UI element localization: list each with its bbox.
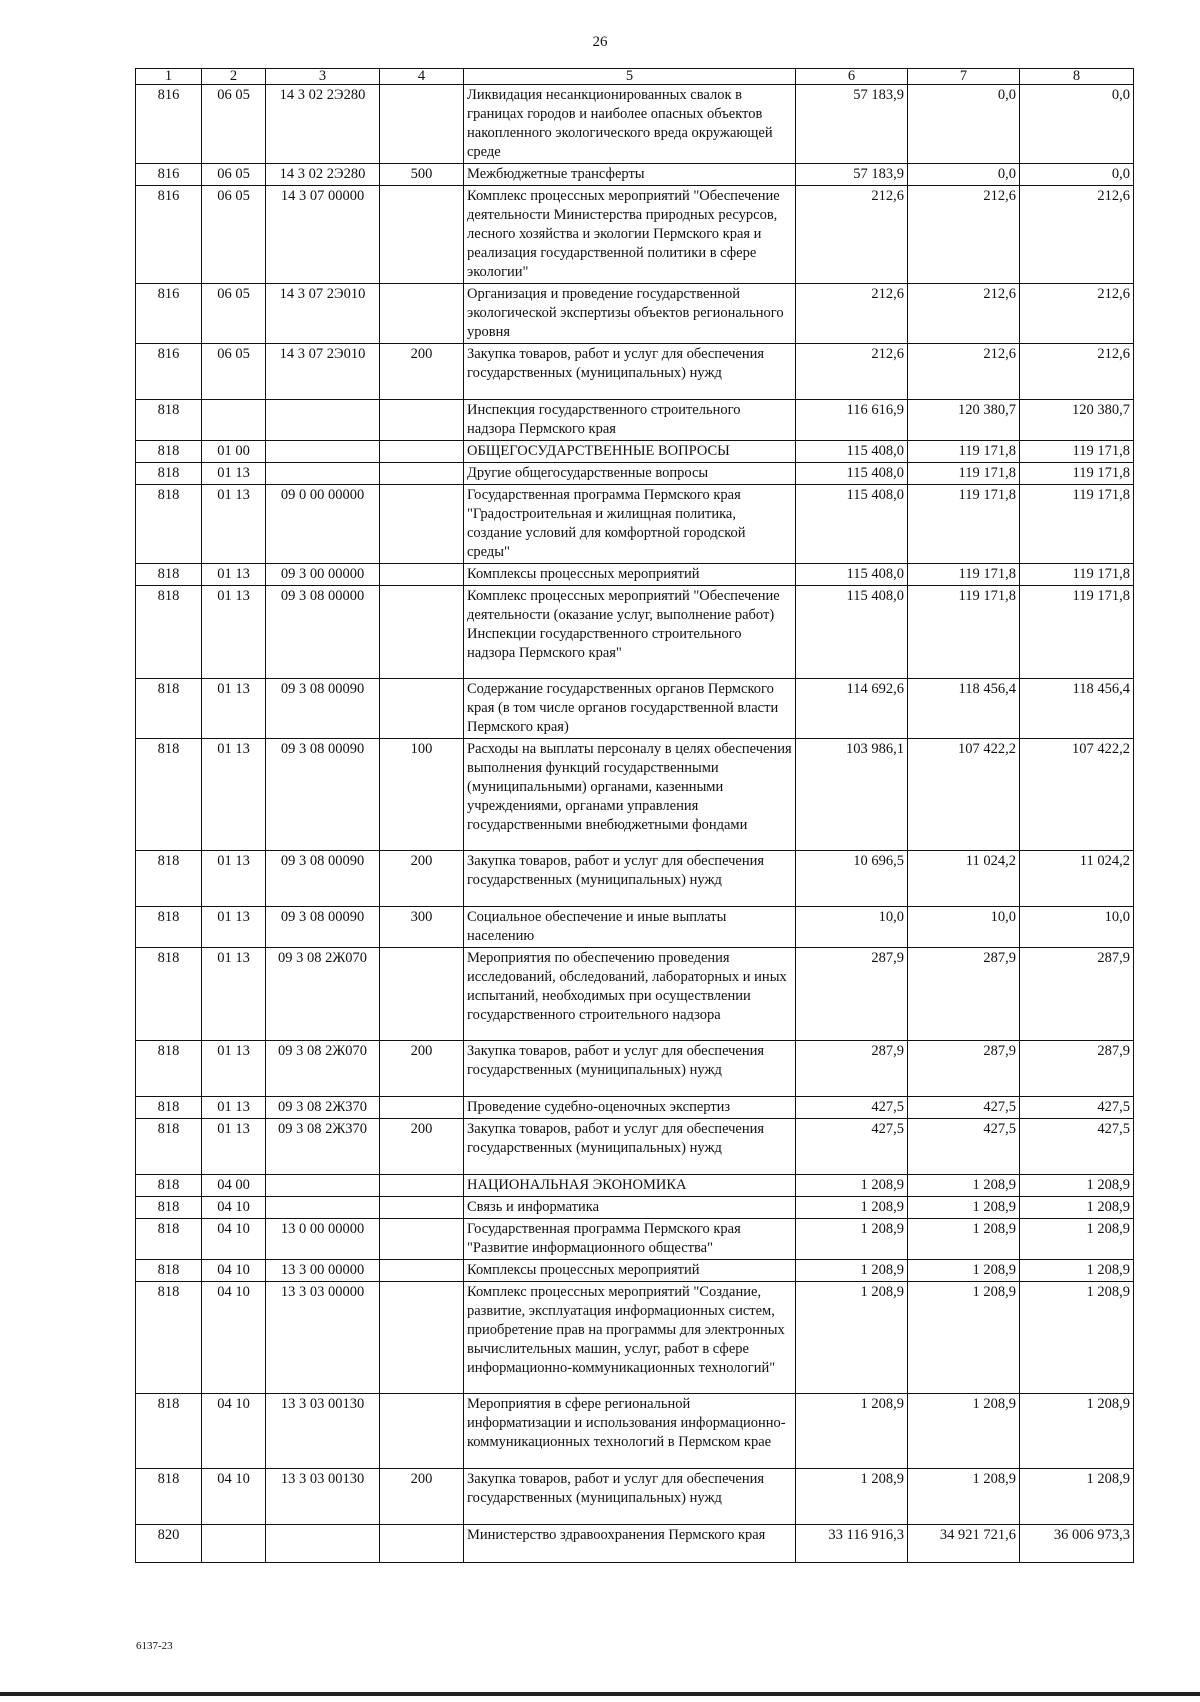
cell-amount-2026: 118 456,4 (1020, 679, 1134, 739)
cell-amount-2024: 1 208,9 (796, 1175, 908, 1197)
cell-admin-code: 818 (136, 1260, 202, 1282)
cell-amount-2024: 116 616,9 (796, 400, 908, 441)
cell-amount-2024: 212,6 (796, 344, 908, 400)
cell-amount-2024: 1 208,9 (796, 1197, 908, 1219)
cell-section-code: 04 10 (202, 1219, 266, 1260)
table-row (136, 400, 1134, 441)
cell-amount-2025: 287,9 (908, 948, 1020, 1041)
table-row (136, 679, 1134, 739)
cell-expense-type (380, 1219, 464, 1260)
cell-target-code: 09 3 08 00090 (266, 739, 380, 851)
cell-item-name: Мероприятия по обеспечению проведения исследований, обследований, лабораторных и иных испытаний, необходимых при осуществлении государственного строительного надзора (464, 948, 796, 1041)
cell-item-name: Закупка товаров, работ и услуг для обеспечения государственных (муниципальных) нужд (464, 851, 796, 907)
cell-amount-2025: 212,6 (908, 284, 1020, 344)
cell-amount-2025: 1 208,9 (908, 1282, 1020, 1394)
header-col-5: 5 (464, 69, 796, 85)
cell-section-code (202, 1525, 266, 1563)
cell-amount-2024: 287,9 (796, 948, 908, 1041)
header-row (136, 69, 1134, 85)
cell-item-name: Закупка товаров, работ и услуг для обеспечения государственных (муниципальных) нужд (464, 1469, 796, 1525)
cell-admin-code: 818 (136, 586, 202, 679)
table-row (136, 284, 1134, 344)
cell-admin-code: 818 (136, 948, 202, 1041)
cell-amount-2024: 115 408,0 (796, 485, 908, 564)
cell-amount-2025: 1 208,9 (908, 1197, 1020, 1219)
cell-amount-2026: 119 171,8 (1020, 586, 1134, 679)
cell-section-code: 01 13 (202, 679, 266, 739)
header-col-4: 4 (380, 69, 464, 85)
cell-amount-2026: 1 208,9 (1020, 1469, 1134, 1525)
cell-amount-2025: 212,6 (908, 186, 1020, 284)
cell-admin-code: 816 (136, 344, 202, 400)
cell-expense-type (380, 441, 464, 463)
cell-item-name: Инспекция государственного строительного надзора Пермского края (464, 400, 796, 441)
cell-admin-code: 818 (136, 679, 202, 739)
cell-item-name: Комплекс процессных мероприятий "Обеспечение деятельности (оказание услуг, выполнение работ) Инспекции государственного строительного надзора Пермского края" (464, 586, 796, 679)
table-body (136, 85, 1134, 1563)
cell-admin-code: 818 (136, 1175, 202, 1197)
cell-expense-type (380, 1394, 464, 1469)
cell-amount-2025: 287,9 (908, 1041, 1020, 1097)
cell-amount-2025: 11 024,2 (908, 851, 1020, 907)
cell-target-code: 14 3 07 00000 (266, 186, 380, 284)
cell-target-code: 13 0 00 00000 (266, 1219, 380, 1260)
cell-amount-2026: 0,0 (1020, 85, 1134, 164)
cell-amount-2026: 287,9 (1020, 1041, 1134, 1097)
cell-admin-code: 818 (136, 463, 202, 485)
cell-target-code (266, 441, 380, 463)
cell-target-code: 09 3 08 00090 (266, 851, 380, 907)
cell-section-code: 01 13 (202, 586, 266, 679)
cell-target-code (266, 463, 380, 485)
table-row (136, 739, 1134, 851)
cell-amount-2024: 115 408,0 (796, 441, 908, 463)
cell-amount-2025: 10,0 (908, 907, 1020, 948)
cell-target-code (266, 1525, 380, 1563)
cell-amount-2024: 1 208,9 (796, 1394, 908, 1469)
cell-admin-code: 818 (136, 1219, 202, 1260)
table-row (136, 1097, 1134, 1119)
cell-amount-2024: 115 408,0 (796, 586, 908, 679)
cell-item-name: Комплексы процессных мероприятий (464, 564, 796, 586)
table-row (136, 1525, 1134, 1563)
table-row (136, 1260, 1134, 1282)
document-code: 6137-23 (136, 1640, 173, 1652)
cell-expense-type: 200 (380, 344, 464, 400)
cell-admin-code: 818 (136, 441, 202, 463)
cell-amount-2026: 119 171,8 (1020, 564, 1134, 586)
table-row (136, 1119, 1134, 1175)
cell-amount-2026: 212,6 (1020, 186, 1134, 284)
cell-amount-2026: 427,5 (1020, 1119, 1134, 1175)
cell-item-name: Комплексы процессных мероприятий (464, 1260, 796, 1282)
cell-item-name: Связь и информатика (464, 1197, 796, 1219)
cell-section-code: 04 10 (202, 1197, 266, 1219)
cell-expense-type (380, 1282, 464, 1394)
cell-expense-type (380, 485, 464, 564)
cell-target-code: 13 3 00 00000 (266, 1260, 380, 1282)
table-row (136, 564, 1134, 586)
table-row (136, 1469, 1134, 1525)
cell-item-name: Ликвидация несанкционированных свалок в границах городов и наиболее опасных объектов накопленного экологического вреда окружающей среде (464, 85, 796, 164)
cell-amount-2025: 120 380,7 (908, 400, 1020, 441)
cell-section-code: 06 05 (202, 186, 266, 284)
cell-item-name: Содержание государственных органов Пермского края (в том числе органов государственной власти Пермского края) (464, 679, 796, 739)
cell-amount-2024: 115 408,0 (796, 564, 908, 586)
cell-amount-2025: 119 171,8 (908, 564, 1020, 586)
table-row (136, 948, 1134, 1041)
cell-expense-type: 300 (380, 907, 464, 948)
cell-amount-2026: 1 208,9 (1020, 1197, 1134, 1219)
cell-amount-2026: 212,6 (1020, 344, 1134, 400)
cell-item-name: Другие общегосударственные вопросы (464, 463, 796, 485)
cell-target-code: 13 3 03 00000 (266, 1282, 380, 1394)
cell-amount-2025: 1 208,9 (908, 1219, 1020, 1260)
cell-amount-2024: 33 116 916,3 (796, 1525, 908, 1563)
header-col-1: 1 (136, 69, 202, 85)
cell-target-code: 09 0 00 00000 (266, 485, 380, 564)
cell-admin-code: 818 (136, 485, 202, 564)
cell-amount-2025: 1 208,9 (908, 1394, 1020, 1469)
cell-expense-type (380, 284, 464, 344)
cell-amount-2024: 57 183,9 (796, 85, 908, 164)
cell-amount-2024: 212,6 (796, 284, 908, 344)
cell-admin-code: 818 (136, 1197, 202, 1219)
cell-section-code: 01 13 (202, 485, 266, 564)
cell-item-name: Закупка товаров, работ и услуг для обеспечения государственных (муниципальных) нужд (464, 344, 796, 400)
cell-expense-type (380, 463, 464, 485)
table-row (136, 907, 1134, 948)
table-row (136, 1041, 1134, 1097)
cell-amount-2026: 1 208,9 (1020, 1219, 1134, 1260)
cell-amount-2025: 107 422,2 (908, 739, 1020, 851)
cell-target-code (266, 1197, 380, 1219)
cell-amount-2024: 427,5 (796, 1097, 908, 1119)
cell-amount-2024: 1 208,9 (796, 1219, 908, 1260)
cell-amount-2026: 1 208,9 (1020, 1175, 1134, 1197)
cell-amount-2025: 212,6 (908, 344, 1020, 400)
cell-amount-2025: 119 171,8 (908, 441, 1020, 463)
cell-amount-2024: 103 986,1 (796, 739, 908, 851)
cell-target-code: 13 3 03 00130 (266, 1469, 380, 1525)
cell-target-code: 14 3 02 2Э280 (266, 85, 380, 164)
cell-section-code: 04 10 (202, 1469, 266, 1525)
cell-admin-code: 818 (136, 400, 202, 441)
cell-item-name: Комплекс процессных мероприятий "Обеспечение деятельности Министерства природных ресурсов, лесного хозяйства и экологии Пермского края и реализация государственной политики в сфере экологии" (464, 186, 796, 284)
cell-expense-type: 200 (380, 1469, 464, 1525)
page-number: 26 (592, 34, 608, 50)
cell-amount-2024: 1 208,9 (796, 1282, 908, 1394)
cell-amount-2024: 10,0 (796, 907, 908, 948)
cell-expense-type (380, 1260, 464, 1282)
table-row (136, 164, 1134, 186)
cell-section-code: 04 10 (202, 1260, 266, 1282)
cell-amount-2025: 118 456,4 (908, 679, 1020, 739)
cell-item-name: Закупка товаров, работ и услуг для обеспечения государственных (муниципальных) нужд (464, 1119, 796, 1175)
header-col-8: 8 (1020, 69, 1134, 85)
cell-item-name: Комплекс процессных мероприятий "Создание, развитие, эксплуатация информационных систем, приобретение прав на программы для электронных вычислительных машин, услуг, работ в сфере информационно-коммуникационных технологий" (464, 1282, 796, 1394)
cell-expense-type (380, 679, 464, 739)
table-row (136, 85, 1134, 164)
cell-amount-2025: 119 171,8 (908, 485, 1020, 564)
cell-expense-type: 200 (380, 1119, 464, 1175)
cell-admin-code: 816 (136, 186, 202, 284)
cell-amount-2026: 427,5 (1020, 1097, 1134, 1119)
cell-amount-2025: 1 208,9 (908, 1469, 1020, 1525)
cell-target-code: 14 3 02 2Э280 (266, 164, 380, 186)
cell-section-code: 06 05 (202, 164, 266, 186)
cell-expense-type (380, 1175, 464, 1197)
cell-expense-type: 500 (380, 164, 464, 186)
cell-section-code: 01 13 (202, 564, 266, 586)
cell-expense-type (380, 1525, 464, 1563)
cell-amount-2026: 1 208,9 (1020, 1282, 1134, 1394)
cell-target-code: 13 3 03 00130 (266, 1394, 380, 1469)
cell-amount-2024: 57 183,9 (796, 164, 908, 186)
cell-expense-type (380, 1097, 464, 1119)
cell-item-name: Министерство здравоохранения Пермского края (464, 1525, 796, 1563)
cell-amount-2025: 1 208,9 (908, 1260, 1020, 1282)
table-row (136, 1219, 1134, 1260)
cell-amount-2026: 119 171,8 (1020, 441, 1134, 463)
cell-amount-2025: 0,0 (908, 164, 1020, 186)
cell-admin-code: 818 (136, 1394, 202, 1469)
header-col-6: 6 (796, 69, 908, 85)
table-row (136, 441, 1134, 463)
cell-section-code: 01 13 (202, 1119, 266, 1175)
cell-admin-code: 818 (136, 564, 202, 586)
cell-expense-type (380, 948, 464, 1041)
cell-item-name: Социальное обеспечение и иные выплаты населению (464, 907, 796, 948)
cell-item-name: Расходы на выплаты персоналу в целях обеспечения выполнения функций государственными (муниципальными) органами, казенными учреждениями, органами управления государственными внебюджетными фондами (464, 739, 796, 851)
cell-target-code (266, 400, 380, 441)
cell-admin-code: 816 (136, 284, 202, 344)
cell-amount-2024: 427,5 (796, 1119, 908, 1175)
cell-amount-2025: 34 921 721,6 (908, 1525, 1020, 1563)
cell-amount-2026: 11 024,2 (1020, 851, 1134, 907)
cell-target-code: 09 3 00 00000 (266, 564, 380, 586)
table-row (136, 851, 1134, 907)
header-col-3: 3 (266, 69, 380, 85)
cell-amount-2024: 114 692,6 (796, 679, 908, 739)
bottom-rule (0, 1692, 1200, 1696)
cell-amount-2026: 120 380,7 (1020, 400, 1134, 441)
cell-amount-2026: 36 006 973,3 (1020, 1525, 1134, 1563)
cell-amount-2024: 1 208,9 (796, 1260, 908, 1282)
cell-amount-2025: 119 171,8 (908, 586, 1020, 679)
table-row (136, 1394, 1134, 1469)
cell-item-name: Проведение судебно-оценочных экспертиз (464, 1097, 796, 1119)
cell-item-name: Организация и проведение государственной экологической экспертизы объектов регионального уровня (464, 284, 796, 344)
cell-section-code: 01 13 (202, 739, 266, 851)
cell-target-code: 09 3 08 00090 (266, 907, 380, 948)
cell-expense-type: 200 (380, 851, 464, 907)
table-row (136, 485, 1134, 564)
header-col-2: 2 (202, 69, 266, 85)
cell-amount-2024: 1 208,9 (796, 1469, 908, 1525)
cell-item-name: ОБЩЕГОСУДАРСТВЕННЫЕ ВОПРОСЫ (464, 441, 796, 463)
cell-section-code: 01 13 (202, 463, 266, 485)
cell-admin-code: 818 (136, 851, 202, 907)
table-row (136, 586, 1134, 679)
cell-section-code: 01 13 (202, 907, 266, 948)
cell-admin-code: 818 (136, 1282, 202, 1394)
cell-expense-type (380, 586, 464, 679)
cell-expense-type: 100 (380, 739, 464, 851)
cell-admin-code: 820 (136, 1525, 202, 1563)
cell-section-code: 01 13 (202, 948, 266, 1041)
cell-admin-code: 818 (136, 1119, 202, 1175)
cell-expense-type (380, 85, 464, 164)
cell-amount-2026: 212,6 (1020, 284, 1134, 344)
cell-target-code: 09 3 08 00090 (266, 679, 380, 739)
cell-amount-2025: 1 208,9 (908, 1175, 1020, 1197)
cell-item-name: Государственная программа Пермского края "Развитие информационного общества" (464, 1219, 796, 1260)
cell-admin-code: 816 (136, 164, 202, 186)
cell-expense-type (380, 564, 464, 586)
cell-amount-2024: 212,6 (796, 186, 908, 284)
budget-table (135, 68, 1134, 1563)
cell-amount-2025: 0,0 (908, 85, 1020, 164)
cell-admin-code: 818 (136, 907, 202, 948)
cell-amount-2026: 10,0 (1020, 907, 1134, 948)
cell-amount-2026: 107 422,2 (1020, 739, 1134, 851)
cell-expense-type (380, 400, 464, 441)
cell-amount-2024: 115 408,0 (796, 463, 908, 485)
cell-target-code (266, 1175, 380, 1197)
cell-admin-code: 816 (136, 85, 202, 164)
cell-section-code: 01 13 (202, 1097, 266, 1119)
cell-section-code: 04 00 (202, 1175, 266, 1197)
cell-target-code: 14 3 07 2Э010 (266, 284, 380, 344)
cell-target-code: 14 3 07 2Э010 (266, 344, 380, 400)
cell-amount-2026: 1 208,9 (1020, 1260, 1134, 1282)
cell-amount-2026: 1 208,9 (1020, 1394, 1134, 1469)
cell-item-name: Мероприятия в сфере региональной информатизации и использования информационно-коммуникационных технологий в Пермском крае (464, 1394, 796, 1469)
cell-item-name: Государственная программа Пермского края "Градостроительная и жилищная политика, создание условий для комфортной городской среды" (464, 485, 796, 564)
cell-admin-code: 818 (136, 1469, 202, 1525)
cell-admin-code: 818 (136, 1097, 202, 1119)
cell-section-code: 01 00 (202, 441, 266, 463)
cell-admin-code: 818 (136, 1041, 202, 1097)
cell-amount-2026: 119 171,8 (1020, 463, 1134, 485)
cell-section-code: 04 10 (202, 1394, 266, 1469)
header-col-7: 7 (908, 69, 1020, 85)
cell-target-code: 09 3 08 2Ж070 (266, 1041, 380, 1097)
cell-amount-2024: 10 696,5 (796, 851, 908, 907)
cell-amount-2026: 287,9 (1020, 948, 1134, 1041)
cell-section-code: 04 10 (202, 1282, 266, 1394)
cell-target-code: 09 3 08 2Ж370 (266, 1119, 380, 1175)
cell-amount-2026: 0,0 (1020, 164, 1134, 186)
cell-amount-2026: 119 171,8 (1020, 485, 1134, 564)
table-row (136, 463, 1134, 485)
table-row (136, 344, 1134, 400)
cell-section-code: 06 05 (202, 85, 266, 164)
cell-amount-2025: 119 171,8 (908, 463, 1020, 485)
cell-section-code: 06 05 (202, 284, 266, 344)
cell-amount-2025: 427,5 (908, 1097, 1020, 1119)
cell-amount-2025: 427,5 (908, 1119, 1020, 1175)
cell-target-code: 09 3 08 2Ж370 (266, 1097, 380, 1119)
cell-expense-type (380, 186, 464, 284)
cell-item-name: НАЦИОНАЛЬНАЯ ЭКОНОМИКА (464, 1175, 796, 1197)
cell-item-name: Закупка товаров, работ и услуг для обеспечения государственных (муниципальных) нужд (464, 1041, 796, 1097)
table-row (136, 186, 1134, 284)
cell-section-code (202, 400, 266, 441)
cell-target-code: 09 3 08 2Ж070 (266, 948, 380, 1041)
cell-expense-type (380, 1197, 464, 1219)
cell-item-name: Межбюджетные трансферты (464, 164, 796, 186)
cell-section-code: 01 13 (202, 1041, 266, 1097)
cell-expense-type: 200 (380, 1041, 464, 1097)
cell-amount-2024: 287,9 (796, 1041, 908, 1097)
cell-target-code: 09 3 08 00000 (266, 586, 380, 679)
cell-section-code: 06 05 (202, 344, 266, 400)
table-row (136, 1175, 1134, 1197)
cell-section-code: 01 13 (202, 851, 266, 907)
table-row (136, 1282, 1134, 1394)
cell-admin-code: 818 (136, 739, 202, 851)
table-row (136, 1197, 1134, 1219)
